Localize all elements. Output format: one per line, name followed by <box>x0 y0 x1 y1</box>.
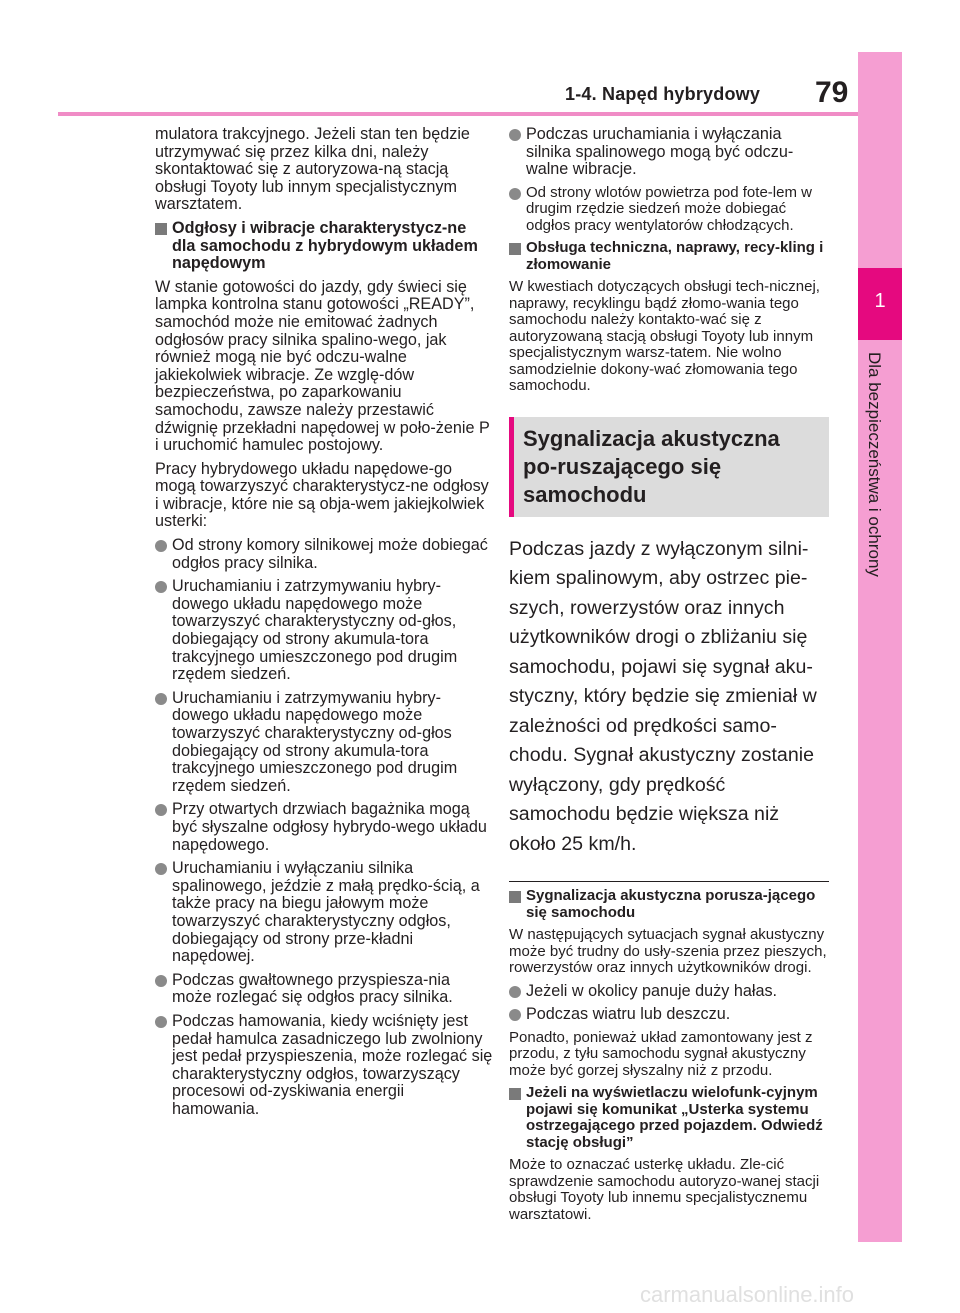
left-column <box>155 126 493 1124</box>
square-bullet-icon <box>509 243 521 255</box>
circle-bullet-icon <box>155 804 167 816</box>
circle-bullet-icon <box>155 540 167 552</box>
circle-bullet-icon <box>155 693 167 705</box>
subheading-noise-vibration <box>155 220 493 273</box>
header-rule <box>58 112 858 116</box>
circle-bullet-icon <box>509 129 521 141</box>
lead-paragraph: Podczas jazdy z wyłączonym silni-kiem spalinowym, aby ostrzec pie-szych, rowerzystów oraz innych użytkowników drogi o zbliżaniu się samochodu, pojawi się sygnał aku-styczny, który będzie się zmieniał w zależności od prędkości samo-chodu. Sygnał akustyczny zostanie wyłączony, gdy prędkość samochodu będzie większa niż około 25 km/h. <box>509 537 817 855</box>
chapter-number: 1 <box>874 290 886 312</box>
list-item: Uruchamianiu i zatrzymywaniu hybry-dowego układu napędowego może towarzyszyć charakterystyczny od-głos dobiegający od strony akumula-tora trakcyjnego umieszczonego pod drugim rzędem siedzeń. <box>155 690 493 796</box>
intro-paragraph: mulatora trakcyjnego. Jeżeli stan ten będzie utrzymywać się przez kilka dni, należy skontaktować się z autoryzowa-ną stacją obsługi Toyoty lub innym specjalistycznym warsztatem. <box>155 125 470 214</box>
section-label: 1-4. Napęd hybrydowy <box>565 84 761 104</box>
list-item: Od strony komory silnikowej może dobiegać odgłos pracy silnika. <box>155 537 493 572</box>
subheading-acoustic-signal: Sygnalizacja akustyczna porusza-jącego się samochodu <box>509 888 829 921</box>
list-item: Uruchamianiu i wyłączaniu silnika spalinowego, jeździe z małą prędko-ścią, a także pracy na biegu jałowym może towarzyszyć charakterystyczny odgłos, dobiegający od strony prze-kładni napędowej. <box>155 860 493 966</box>
paragraph-noises: Pracy hybrydowego układu napędowe-go mogą towarzyszyć charakterystycz-ne odgłosy i wibracje, które nie są obja-wem jakiejkolwiek usterki: <box>155 459 489 531</box>
paragraph-ready-state: W stanie gotowości do jazdy, gdy świeci się lampka kontrolna stanu gotowości „READY”, samochód może nie emitować żadnych odgłosów pracy silnika spalino-wego, jak również mogą nie być odczu-walne jakiekolwiek wibracje. Ze wzglę-dów bezpieczeństwa, po zaparkowaniu samochodu, zawsze należy przestawić dźwignię przekładni napędowej w poło-żenie P i uruchomić hamulec postojowy. <box>155 277 490 455</box>
paragraph-front-rear: Ponadto, ponieważ układ zamontowany jest z przodu, z tyłu samochodu sygnał akustyczny może być gorzej słyszalny niż z przodu. <box>509 1028 813 1079</box>
subheading-text: Odgłosy i wibracje charakterystycz-ne dla samochodu z hybrydowym układem napędowym <box>172 218 478 273</box>
circle-bullet-icon <box>509 1009 521 1021</box>
list-item: Podczas gwałtownego przyspiesza-nia może rozlegać się odgłos pracy silnika. <box>155 972 493 1007</box>
square-bullet-icon <box>509 891 521 903</box>
circle-bullet-icon <box>509 986 521 998</box>
chapter-title: Dla bezpieczeństwa i ochrony <box>865 352 884 577</box>
circle-bullet-icon <box>155 863 167 875</box>
chapter-side-tab <box>858 52 902 1242</box>
circle-bullet-icon <box>155 1016 167 1028</box>
section-heading: Sygnalizacja akustyczna po-ruszającego się samochodu <box>509 417 829 517</box>
square-bullet-icon <box>155 223 167 235</box>
list-item: Uruchamianiu i zatrzymywaniu hybry-dowego układu napędowego może towarzyszyć charakterystyczny od-głos, dobiegający od strony akumula-tora trakcyjnego umieszczonego pod drugim rzędem siedzeń. <box>155 578 493 684</box>
list-item: Podczas hamowania, kiedy wciśnięty jest pedał hamulca zasadniczego lub zwolniony jest pedał przyspieszenia, może rozlegać się charakterystyczny odgłos, towarzyszący procesowi od-zyskiwania energii hamowania. <box>155 1013 493 1119</box>
list-item: Przy otwartych drzwiach bagażnika mogą być słyszalne odgłosy hybrydo-wego układu napędowego. <box>155 801 493 854</box>
right-column <box>509 126 829 1229</box>
subheading-warning-message: Jeżeli na wyświetlaczu wielofunk-cyjnym pojawi się komunikat „Usterka systemu ostrzegającego przed pojazdem. Odwiedź stację obsługi” <box>509 1085 829 1151</box>
paragraph-maintenance: W kwestiach dotyczących obsługi tech-nicznej, naprawy, recyklingu bądź złomo-wania tego samochodu należy kontakto-wać się z autoryzowaną stacją obsługi Toyoty lub innym specjalistycznym warsz-tatem. Nie wolno samodzielnie dokony-wać złomowania tego samochodu. <box>509 278 820 395</box>
watermark: carmanualsonline.info <box>640 1282 855 1307</box>
divider <box>509 881 829 882</box>
paragraph-situations: W następujących sytuacjach sygnał akustyczny może być trudny do usły-szenia przez pieszych, rowerzystów oraz innych użytkowników drogi. <box>509 926 827 977</box>
circle-bullet-icon <box>155 581 167 593</box>
list-item: Podczas wiatru lub deszczu. <box>509 1006 829 1024</box>
circle-bullet-icon <box>509 188 521 200</box>
list-item: Od strony wlotów powietrza pod fote-lem w drugim rzędzie siedzeń może dobiegać odgłos pracy wentylatorów chłodzących. <box>509 185 829 235</box>
circle-bullet-icon <box>155 975 167 987</box>
subheading-maintenance: Obsługa techniczna, naprawy, recy-kling i złomowanie <box>509 240 829 273</box>
square-bullet-icon <box>509 1088 521 1100</box>
list-item: Jeżeli w okolicy panuje duży hałas. <box>509 983 829 1001</box>
page-number: 79 <box>815 76 849 109</box>
paragraph-service: Może to oznaczać usterkę układu. Zle-cić sprawdzenie samochodu autoryzo-wanej stacji obsługi Toyoty lub innemu specjalistycznemu warsztatowi. <box>509 1156 820 1223</box>
list-item: Podczas uruchamiania i wyłączania silnika spalinowego mogą być odczu-walne wibracje. <box>509 126 829 179</box>
